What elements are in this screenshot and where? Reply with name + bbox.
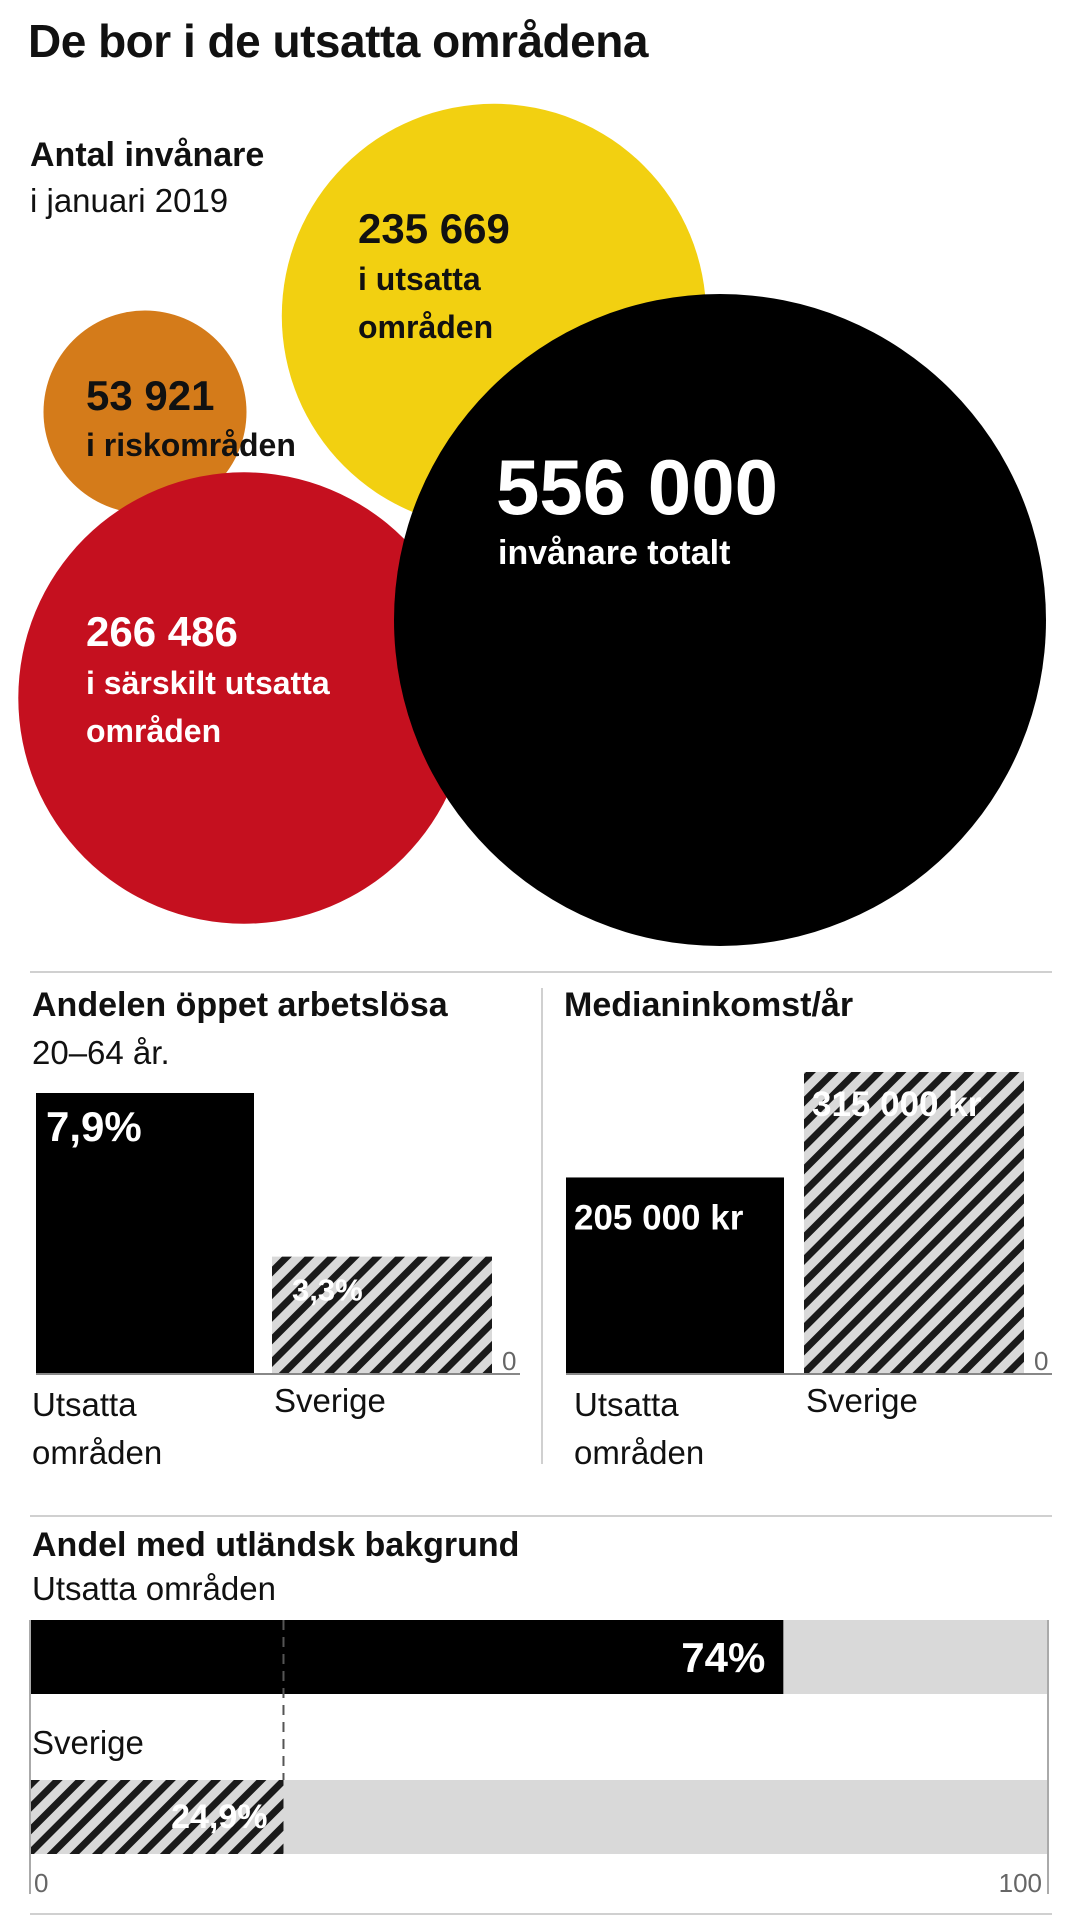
background-tick-100: 100 <box>998 1868 1042 1898</box>
background-bar-chart <box>30 1526 1048 1898</box>
background-value-sverige: 24,9% <box>171 1798 268 1836</box>
unemployment-subtitle: 20–64 år. <box>32 1034 170 1071</box>
background-tick-0: 0 <box>34 1868 49 1898</box>
bubble-total-label: invånare totalt <box>498 534 731 572</box>
population-bubble-chart <box>18 104 1046 946</box>
income-value-utsatta: 205 000 kr <box>574 1198 744 1238</box>
background-bar-utsatta <box>30 1620 783 1694</box>
bubble-sarskilt-label-2: områden <box>86 713 222 749</box>
bubble-utsatta-value: 235 669 <box>358 205 510 252</box>
unemployment-category-utsatta-2: områden <box>32 1434 163 1471</box>
income-category-sverige: Sverige <box>806 1382 918 1419</box>
income-value-sverige: 315 000 kr <box>812 1085 982 1124</box>
income-category-utsatta-1: Utsatta <box>574 1386 679 1423</box>
bubble-utsatta-label-1: i utsatta <box>358 261 481 297</box>
unemployment-bar-chart <box>32 986 520 1471</box>
unemployment-category-utsatta-1: Utsatta <box>32 1386 137 1423</box>
unemployment-value-sverige: 3,3% <box>292 1272 363 1308</box>
bubble-sarskilt-value: 266 486 <box>86 608 238 655</box>
income-title: Medianinkomst/år <box>564 986 854 1024</box>
background-value-utsatta: 74% <box>681 1634 766 1681</box>
unemployment-title: Andelen öppet arbetslösa <box>32 986 448 1024</box>
background-series-sverige-name: Sverige <box>32 1724 144 1761</box>
bubble-chart-title: Antal invånare <box>30 136 265 174</box>
bubble-utsatta-label-2: områden <box>358 309 494 345</box>
background-series-utsatta-name: Utsatta områden <box>32 1570 276 1607</box>
income-zero-label: 0 <box>1034 1346 1049 1376</box>
bubble-total-value: 556 000 <box>496 443 778 531</box>
unemployment-category-sverige: Sverige <box>274 1382 386 1419</box>
bubble-chart-subtitle: i januari 2019 <box>30 182 229 219</box>
unemployment-value-utsatta: 7,9% <box>46 1103 142 1150</box>
unemployment-zero-label: 0 <box>502 1346 517 1376</box>
bubble-risk-label: i riskområden <box>86 427 296 463</box>
bubble-total <box>394 294 1046 946</box>
page-title: De bor i de utsatta områdena <box>28 15 648 67</box>
income-category-utsatta-2: områden <box>574 1434 705 1471</box>
income-bar-chart <box>564 986 1052 1471</box>
background-title: Andel med utländsk bakgrund <box>32 1526 520 1564</box>
bubble-risk-value: 53 921 <box>86 372 215 419</box>
bubble-sarskilt-label-1: i särskilt utsatta <box>86 665 330 701</box>
